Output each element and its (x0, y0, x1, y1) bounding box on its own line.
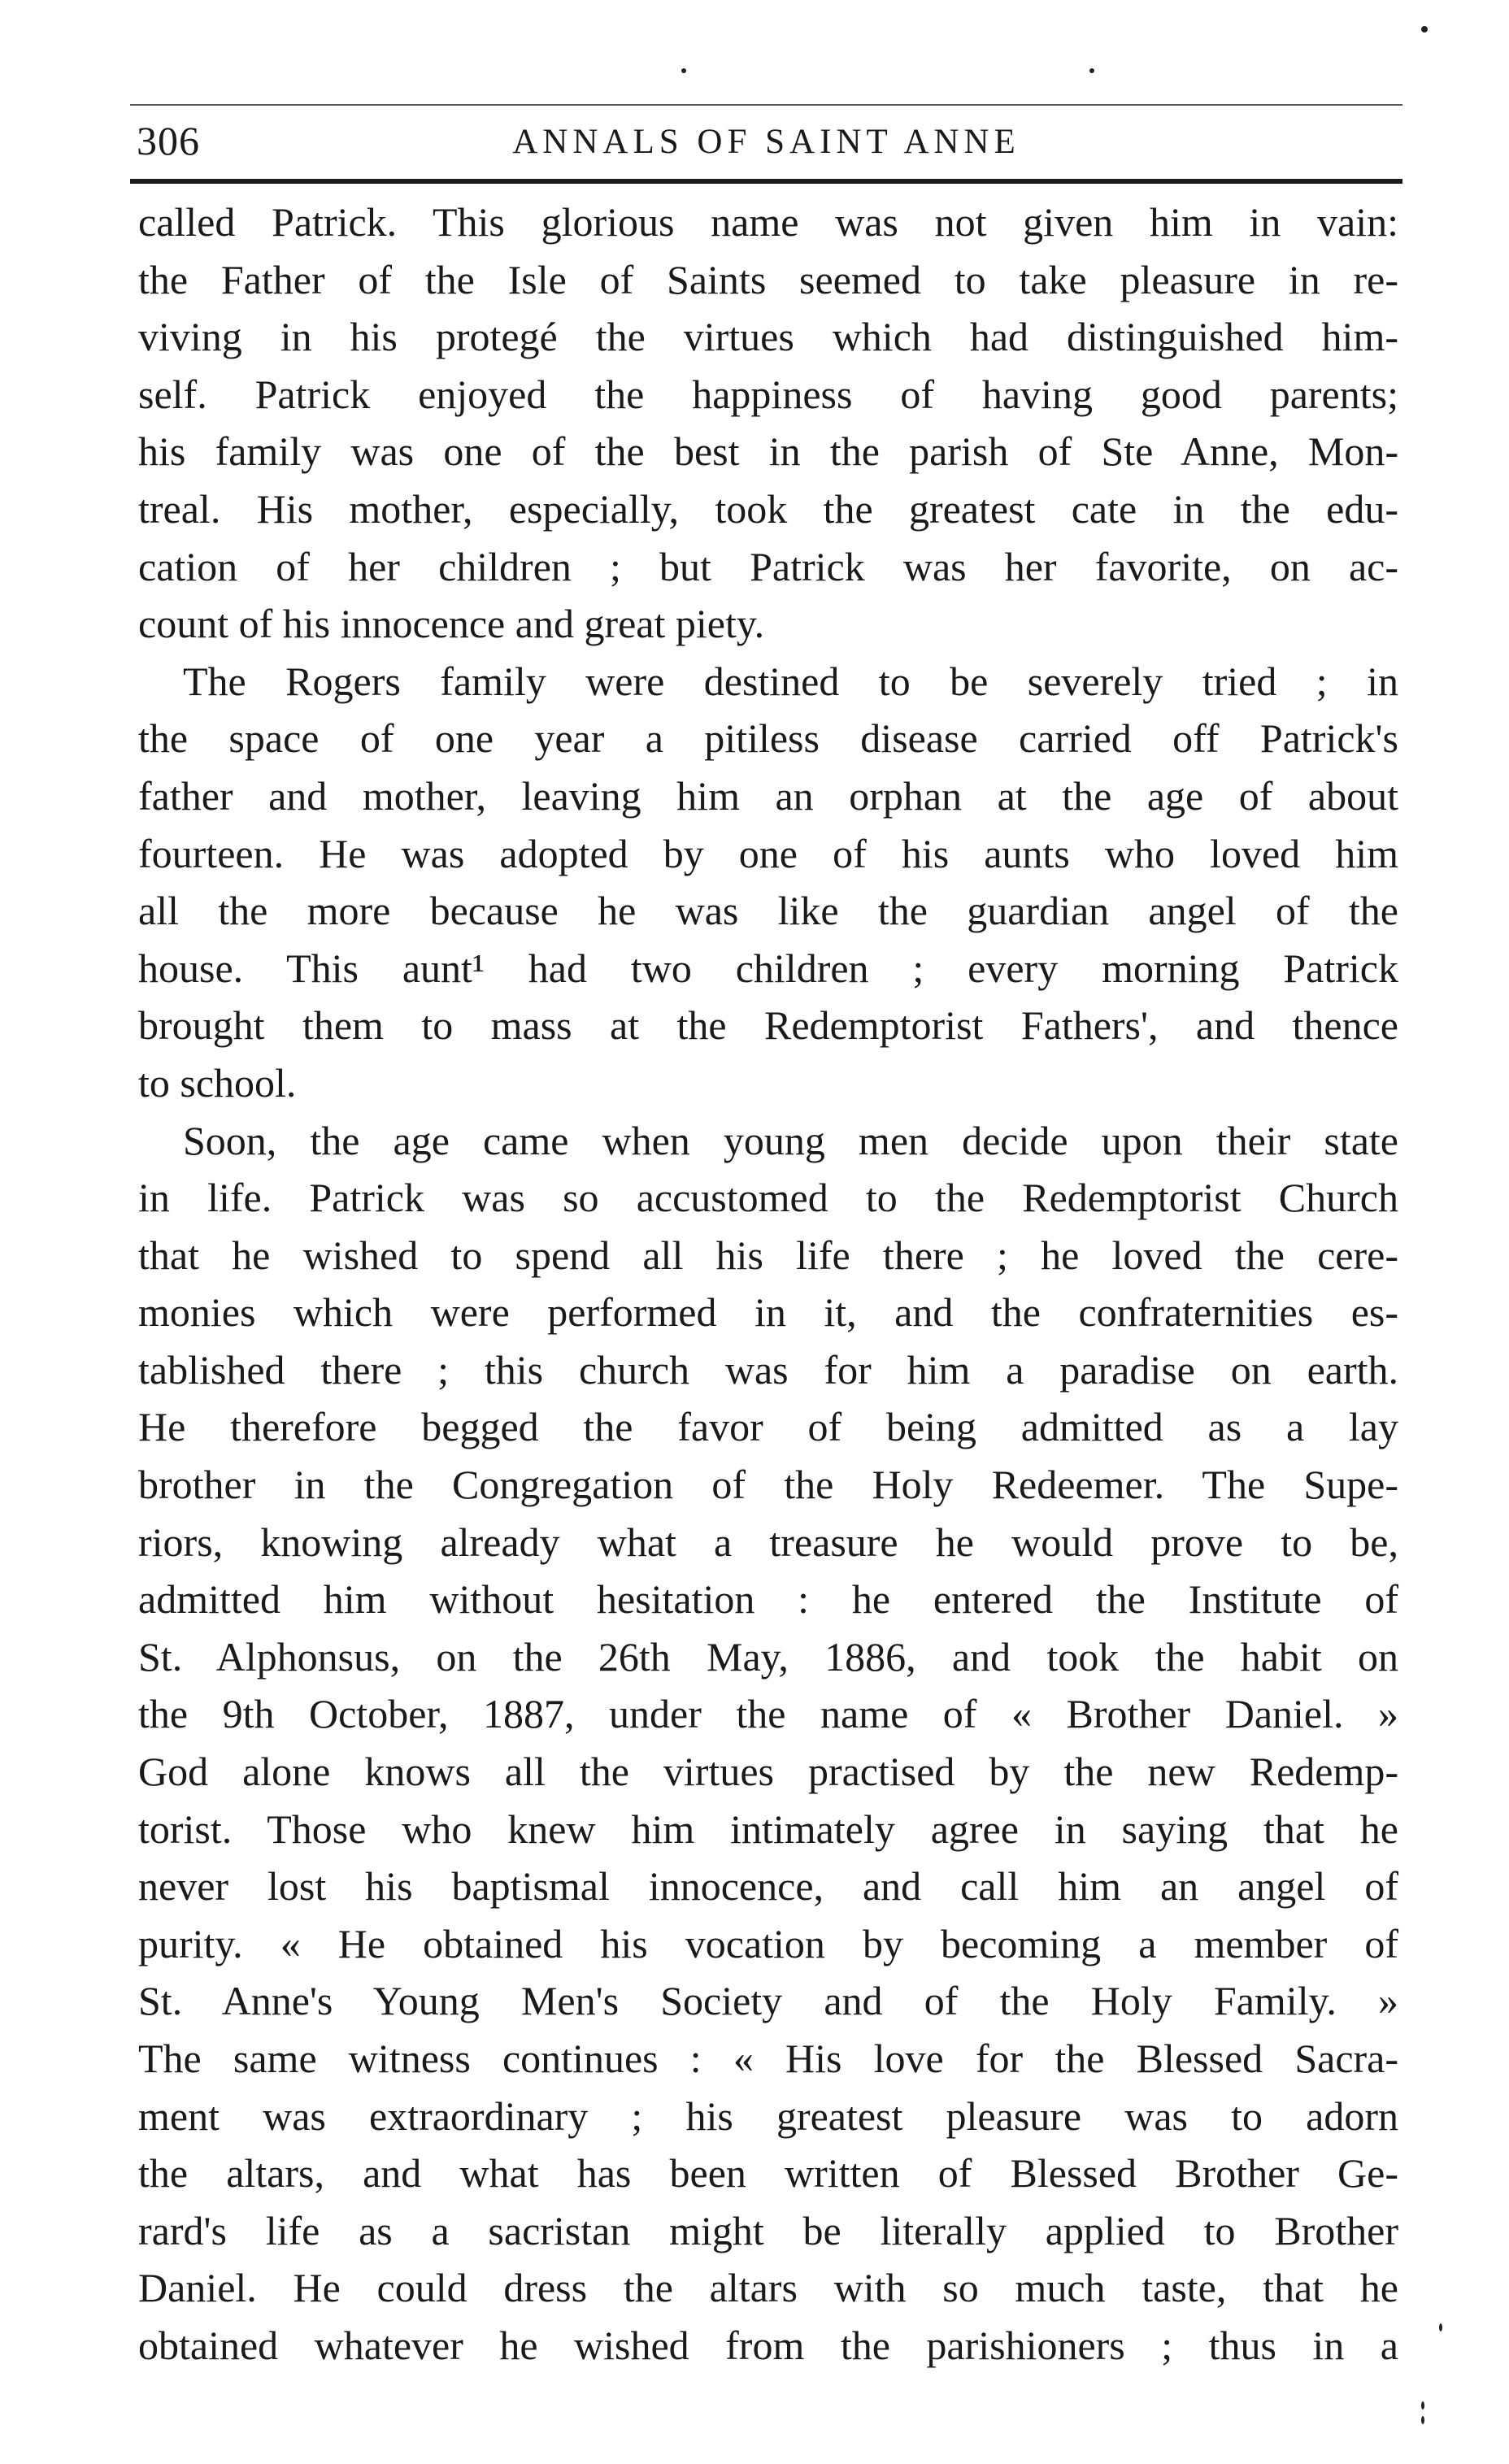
page-number: 306 (137, 118, 200, 163)
text-line: the space of one year a pitiless disease carried off Patrick's (138, 715, 1398, 762)
text-line: to school. (138, 1059, 297, 1106)
text-line: cation of her children ; but Patrick was her favorite, on ac- (138, 543, 1398, 589)
print-speck (1089, 68, 1094, 73)
text-line: riors, knowing already what a treasure he would prove to be, (138, 1519, 1398, 1565)
text-line: obtained whatever he wished from the parishioners ; thus in a (138, 2322, 1398, 2368)
text-line: He therefore begged the favor of being admitted as a lay (138, 1404, 1398, 1450)
text-line: monies which were performed in it, and the confraternities es- (138, 1289, 1398, 1336)
text-line: God alone knows all the virtues practised by the new Redemp- (138, 1749, 1398, 1795)
text-line: the Father of the Isle of Saints seemed to take pleasure in re- (138, 256, 1398, 302)
text-line: The Rogers family were destined to be severely tried ; in (183, 658, 1398, 704)
body-text (138, 193, 1398, 2375)
text-line: admitted him without hesitation : he entered the Institute of (138, 1576, 1398, 1623)
text-line: father and mother, leaving him an orphan at the age of about (138, 772, 1398, 819)
print-speck (1421, 2416, 1424, 2424)
text-line: count of his innocence and great piety. (138, 601, 765, 647)
text-line: that he wished to spend all his life there ; he loved the cere- (138, 1232, 1398, 1278)
text-line: the altars, and what has been written of Blessed Brother Ge- (138, 2150, 1398, 2197)
text-line: brought them to mass at the Redemptorist Fathers', and thence (138, 1002, 1398, 1049)
print-speck (1421, 2401, 1424, 2410)
text-line: his family was one of the best in the parish of Ste Anne, Mon- (138, 428, 1398, 475)
text-line: in life. Patrick was so accustomed to the Redemptorist Church (138, 1175, 1398, 1221)
text-line: viving in his protegé the virtues which had distinguished him- (138, 314, 1398, 360)
header-rule (130, 179, 1402, 184)
text-line: tablished there ; this church was for him a paradise on earth. (138, 1346, 1398, 1393)
text-line: called Patrick. This glorious name was not given him in vain: (138, 199, 1398, 245)
text-line: the 9th October, 1887, under the name of « Brother Daniel. » (138, 1691, 1398, 1737)
running-head: ANNALS OF SAINT ANNE (512, 123, 1020, 161)
page-header (130, 106, 1402, 179)
print-speck (1421, 26, 1428, 33)
text-line: brother in the Congregation of the Holy Redeemer. The Supe- (138, 1462, 1398, 1508)
print-speck (1439, 2323, 1442, 2331)
text-line: fourteen. He was adopted by one of his aunts who loved him (138, 830, 1398, 876)
text-line: never lost his baptismal innocence, and call him an angel of (138, 1863, 1398, 1910)
text-line: Soon, the age came when young men decide upon their state (183, 1117, 1398, 1163)
text-line: treal. His mother, especially, took the greatest cate in the edu- (138, 485, 1398, 532)
text-line: ment was extraordinary ; his greatest pleasure was to adorn (138, 2092, 1398, 2139)
text-line: Daniel. He could dress the altars with so much taste, that he (138, 2265, 1398, 2311)
text-line: The same witness continues : « His love for the Blessed Sacra- (138, 2036, 1398, 2081)
print-speck (681, 68, 686, 73)
text-line: house. This aunt¹ had two children ; every morning Patrick (138, 945, 1398, 991)
text-line: St. Anne's Young Men's Society and of the Holy Family. » (138, 1978, 1398, 2024)
text-line: purity. « He obtained his vocation by becoming a member of (138, 1920, 1398, 1966)
text-line: self. Patrick enjoyed the happiness of having good parents; (138, 371, 1398, 417)
text-line: torist. Those who knew him intimately agree in saying that he (138, 1806, 1398, 1852)
text-line: all the more because he was like the guardian angel of the (138, 888, 1398, 934)
text-line: rard's life as a sacristan might be literally applied to Brother (138, 2207, 1398, 2253)
text-line: St. Alphonsus, on the 26th May, 1886, and took the habit on (138, 1633, 1398, 1680)
